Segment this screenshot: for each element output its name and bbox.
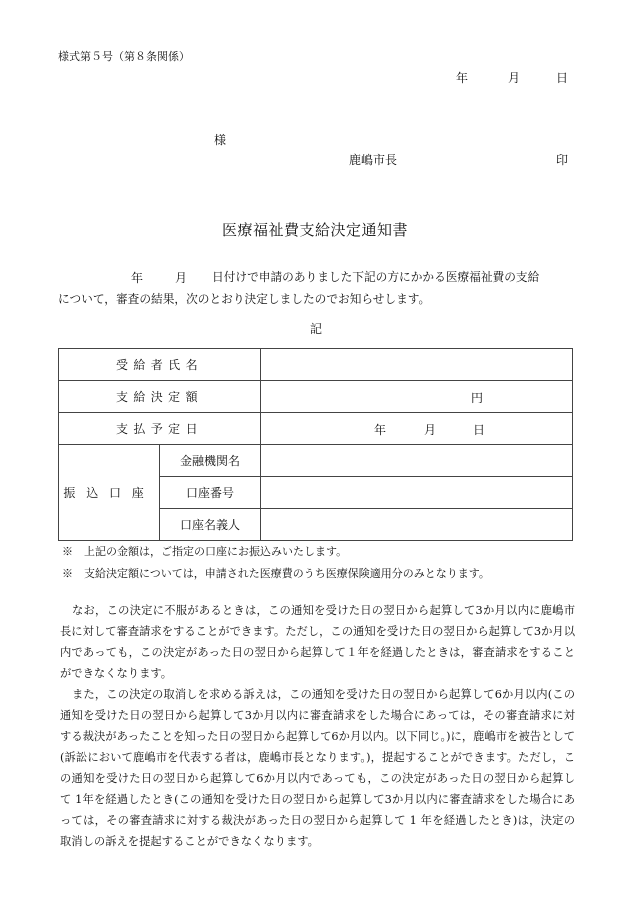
account-number-value xyxy=(261,477,573,509)
intro-line1: 日付けで申請のありました下記の方にかかる医療福祉費の支給 xyxy=(212,270,540,284)
payment-year: 年 xyxy=(374,423,387,437)
issuer-seal: 印 xyxy=(556,153,569,167)
decision-table xyxy=(58,348,573,541)
amount-label: 支給決定額 xyxy=(59,381,261,413)
bank-name-label: 金融機関名 xyxy=(160,445,261,477)
document-title: 医療福祉費支給決定通知書 xyxy=(222,221,409,239)
bank-account-label: 振込口座 xyxy=(59,445,160,541)
note-2: ※ 支給決定額については，申請された医療費のうち医療保険適用分のみとなります。 xyxy=(62,567,490,580)
bank-name-value xyxy=(261,445,573,477)
header-day: 日 xyxy=(556,71,569,85)
account-number-label: 口座番号 xyxy=(160,477,261,509)
header-year: 年 xyxy=(456,71,469,85)
account-holder-value xyxy=(261,509,573,541)
amount-unit: 円 xyxy=(471,391,484,405)
appeal-paragraph-2: また，この決定の取消しを求める訴えは，この通知を受けた日の翌日から起算して6か月以内(この通知を受けた日の翌日から起算して3か月以内に審査請求をした場合にあっては，その審査請求に対する裁決があったことを知った日の翌日から起算して6か月以内。以下同じ。)に，鹿嶋市を被告として(訴訟において鹿嶋市を代表する者は，鹿嶋市長となります。)，提起することができます。ただし，この通知を受けた日の翌日から起算して6か月以内であっても，この決定があった日の翌日から起算して 1年を経過したとき(この通知を受けた日の翌日から起算して3か月以内に審査請求をした場合にあっては，その審査請求に対する裁決があった日の翌日から起算して 1 年を経過したとき)は，決定の取消しの訴えを提起することができなくなります。 xyxy=(60,688,575,848)
payment-date-label: 支払予定日 xyxy=(59,413,261,445)
table-row xyxy=(59,413,573,445)
payment-day: 日 xyxy=(473,423,486,437)
payment-month: 月 xyxy=(424,423,437,437)
header-month: 月 xyxy=(508,71,521,85)
intro-month: 月 xyxy=(175,271,188,285)
addressee-suffix: 様 xyxy=(214,133,227,147)
table-row xyxy=(59,445,573,477)
appeal-paragraph-1: なお，この決定に不服があるときは，この通知を受けた日の翌日から起算して3か月以内に鹿嶋市長に対して審査請求をすることができます。ただし，この通知を受けた日の翌日から起算して3か月以内であっても，この決定があった日の翌日から起算して１年を経過したときは，審査請求をすることができなくなります。 xyxy=(60,604,575,680)
amount-value-cell xyxy=(261,381,573,413)
table-row xyxy=(59,349,573,381)
form-number: 様式第５号（第８条関係） xyxy=(58,50,190,63)
ki-mark: 記 xyxy=(310,322,323,336)
intro-line2: について，審査の結果，次のとおり決定しましたのでお知らせします。 xyxy=(58,292,431,306)
intro-year: 年 xyxy=(131,271,144,285)
recipient-value xyxy=(261,349,573,381)
account-holder-label: 口座名義人 xyxy=(160,509,261,541)
issuer-name: 鹿嶋市長 xyxy=(349,153,398,167)
recipient-label: 受給者氏名 xyxy=(59,349,261,381)
note-1: ※ 上記の金額は，ご指定の口座にお振込みいたします。 xyxy=(62,545,348,558)
payment-date-cell xyxy=(261,413,573,445)
table-row xyxy=(59,381,573,413)
